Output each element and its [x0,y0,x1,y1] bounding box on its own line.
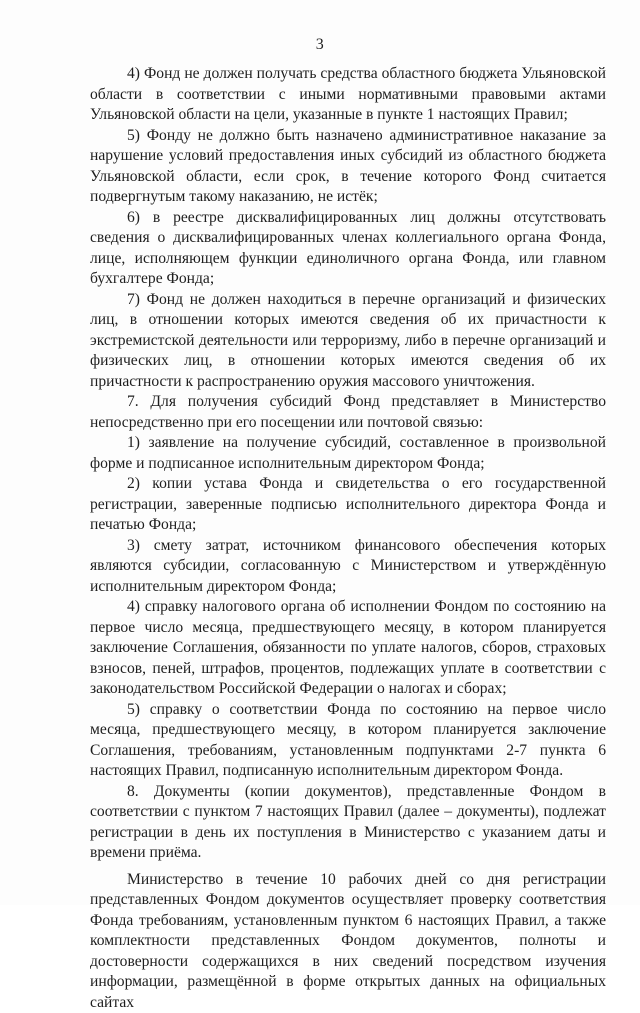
paragraph-doc-1-application: 1) заявление на получение субсидий, составленное в произвольной форме и подписанное исполнительным директором Фонда; [90,433,606,474]
paragraph-item-5-no-administrative-penalty: 5) Фонду не должно быть назначено административное наказание за нарушение условий предоставления иных субсидий из областного бюджета Ульяновской области, если срок, в течение которого Фонд считается подвергнутым такому наказанию, не истёк; [90,126,606,208]
page-number: 3 [0,36,640,54]
paragraph-clause-7-documents-submission: 7. Для получения субсидий Фонд представляет в Министерство непосредственно при его посещении или почтовой связью: [90,392,606,433]
paragraph-item-4-no-regional-budget-funds: 4) Фонд не должен получать средства областного бюджета Ульяновской области в соответствии с иными нормативными правовыми актами Ульяновской области на цели, указанные в пункте 1 настоящих Правил; [90,64,606,126]
paragraph-doc-2-charter-copies: 2) копии устава Фонда и свидетельства о его государственной регистрации, заверенные подписью исполнительного директора Фонда и печатью Фонда; [90,474,606,536]
paragraph-item-7-extremism-list: 7) Фонд не должен находиться в перечне организаций и физических лиц, в отношении которых имеются сведения об их причастности к экстремистской деятельности или терроризму, либо в перечне организаций и физических лиц, в отношении которых имеются сведения об их причастности к распространению оружия массового уничтожения. [90,290,606,393]
paragraph-doc-4-tax-certificate: 4) справку налогового органа об исполнении Фондом по состоянию на первое число месяца, предшествующего месяцу, в котором планируется заключение Соглашения, обязанности по уплате налогов, сборов, страховых взносов, пеней, штрафов, процентов, подлежащих уплате в соответствии с законодательством Российской Федерации о налогах и сборах; [90,597,606,700]
paragraph-doc-3-cost-estimate: 3) смету затрат, источником финансового обеспечения которых являются субсидии, согласованную с Министерством и утверждённую исполнительным директором Фонда; [90,536,606,598]
paragraph-ministry-review: Министерство в течение 10 рабочих дней со дня регистрации представленных Фондом документов осуществляет проверку соответствия Фонда требованиям, установленным пунктом 6 настоящих Правил, а также комплектности представленных Фондом документов, полноты и достоверности содержащихся в них сведений посредством изучения информации, размещённой в форме открытых данных на официальных сайтах [90,870,606,1013]
paragraph-item-6-disqualified-persons-registry: 6) в реестре дисквалифицированных лиц должны отсутствовать сведения о дисквалифицированных членах коллегиального органа Фонда, лице, исполняющем функции единоличного органа Фонда, или главном бухгалтере Фонда; [90,208,606,290]
paragraph-doc-5-compliance-certificate: 5) справку о соответствии Фонда по состоянию на первое число месяца, предшествующего месяцу, в котором планируется заключение Соглашения, требованиям, установленным подпунктами 2-7 пункта 6 настоящих Правил, подписанную исполнительным директором Фонда. [90,700,606,782]
paragraph-clause-8-registration: 8. Документы (копии документов), представленные Фондом в соответствии с пунктом 7 настоящих Правил (далее – документы), подлежат регистрации в день их поступления в Министерство с указанием даты и времени приёма. [90,782,606,864]
document-body [90,64,606,1013]
